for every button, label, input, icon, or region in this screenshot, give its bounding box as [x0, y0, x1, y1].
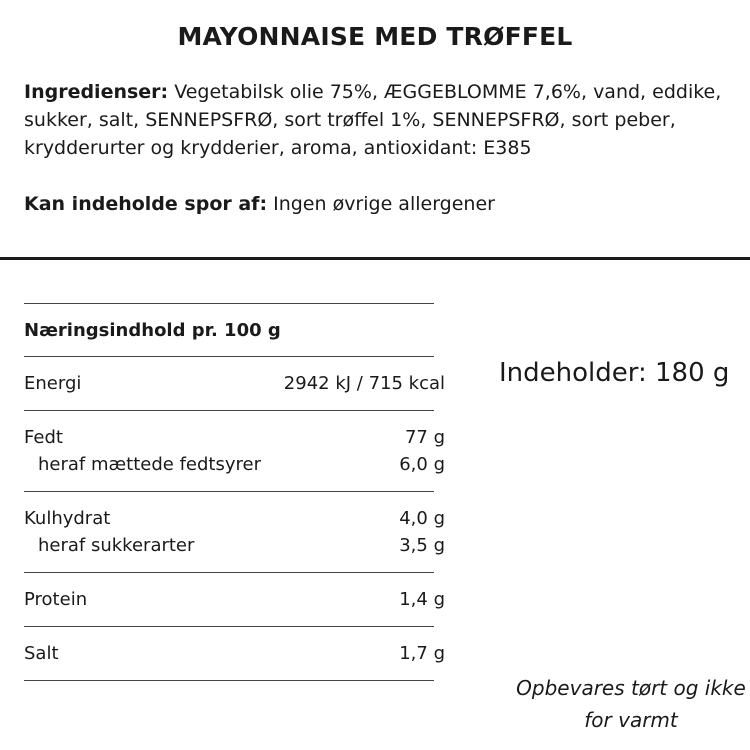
salt-label: Salt	[24, 643, 59, 664]
sugars-value: 3,5 g	[399, 535, 445, 556]
saturated-fat-value: 6,0 g	[399, 454, 445, 475]
section-divider	[0, 257, 750, 260]
salt-value: 1,7 g	[399, 643, 445, 664]
ingredients-block	[24, 78, 729, 162]
protein-label: Protein	[24, 589, 88, 610]
net-contents: Indeholder: 180 g	[499, 358, 730, 388]
product-title: MAYONNAISE MED TRØFFEL	[177, 22, 573, 51]
table-rule	[24, 572, 434, 573]
energy-value: 2942 kJ / 715 kcal	[283, 373, 445, 394]
table-rule	[24, 356, 434, 357]
storage-instructions: Opbevares tørt og ikke for varmt	[516, 676, 746, 732]
trace-text: Ingen øvrige allergener	[267, 193, 495, 215]
saturated-fat-label: heraf mættede fedtsyrer	[38, 454, 261, 475]
table-rule	[24, 410, 434, 411]
carbs-label: Kulhydrat	[24, 508, 111, 529]
ingredients-text: Vegetabilsk olie 75%, ÆGGEBLOMME 7,6%, vand, eddike, sukker, salt, SENNEPSFRØ, sort trøffel 1%, SENNEPSFRØ, sort peber, krydderurter og krydderier, aroma, antioxidant: E385	[24, 81, 722, 159]
protein-value: 1,4 g	[399, 589, 445, 610]
energy-label: Energi	[24, 373, 82, 394]
nutrition-header: Næringsindhold pr. 100 g	[24, 320, 281, 341]
table-rule	[24, 626, 434, 627]
fat-label: Fedt	[24, 427, 63, 448]
sugars-label: heraf sukkerarter	[38, 535, 195, 556]
table-rule	[24, 491, 434, 492]
table-rule	[24, 680, 434, 681]
allergen-trace-block	[24, 190, 729, 218]
carbs-value: 4,0 g	[399, 508, 445, 529]
ingredients-label: Ingredienser:	[24, 81, 169, 103]
trace-label: Kan indeholde spor af:	[24, 193, 268, 215]
table-rule	[24, 303, 434, 304]
fat-value: 77 g	[404, 427, 445, 448]
